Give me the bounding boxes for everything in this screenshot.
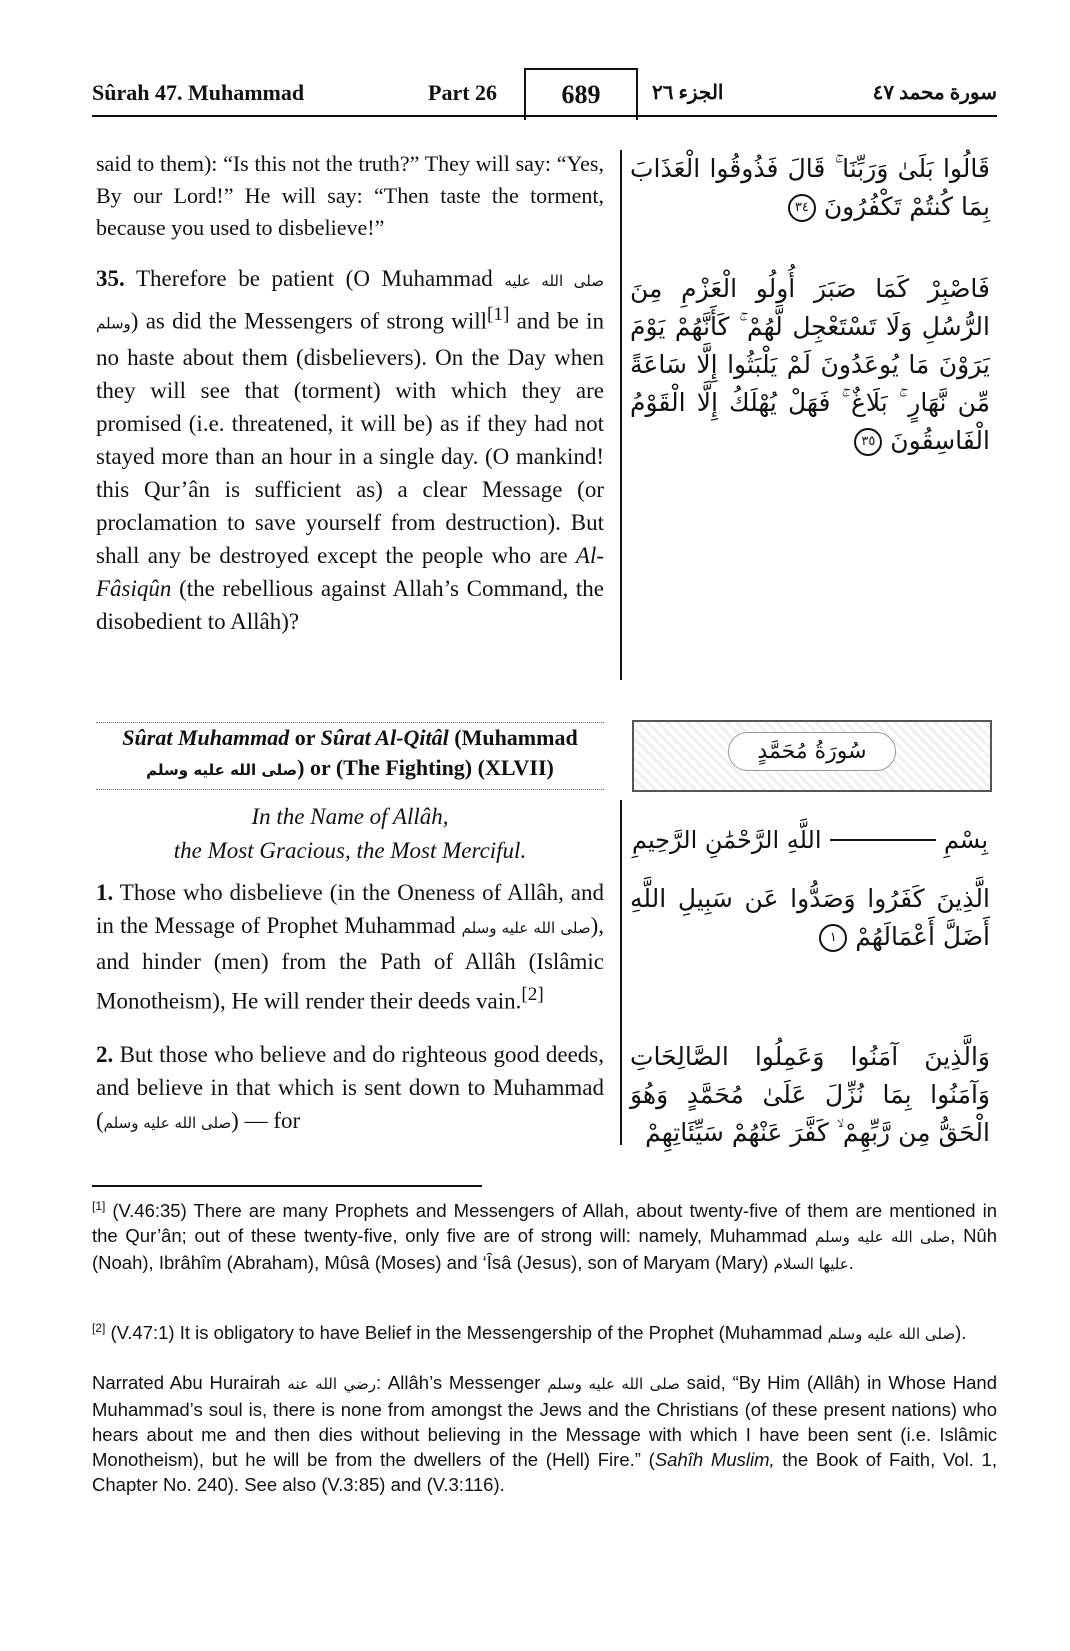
verse-34-marker: ٣٤ xyxy=(788,194,816,222)
footnote-rule xyxy=(92,1185,482,1187)
footnote-1: [1] (V.46:35) There are many Prophets and Messengers of Allah, about twenty-five of them are mentioned in the Qur’ân; out of these twenty-five, only five are of strong will: namely, Muhammad صلى الله عليه وسلم, Nûh (Noah), Ibrâhîm (Abraham), Mûsâ (Moses) and ‘Îsâ (Jesus), son of Maryam (Mary) عليها السلام. xyxy=(92,1199,998,1274)
surah-banner xyxy=(632,720,992,792)
verse-35-marker: ٣٥ xyxy=(854,428,882,456)
footnote-2: [2] (V.47:1) It is obligatory to have Belief in the Messengership of the Prophet (Muhammad صلى الله عليه وسلم). xyxy=(92,1321,967,1344)
header-rule xyxy=(92,115,997,117)
surah-title: Sûrat Muhammad or Sûrat Al-Qitâl (Muhammad صلى الله عليه وسلم) or (The Fighting) (XLVII) xyxy=(96,722,604,790)
surah-label: Sûrah 47. Muhammad xyxy=(92,80,305,105)
verse-34-arabic: قَالُوا بَلَىٰ وَرَبِّنَا ۚ قَالَ فَذُوقُوا الْعَذَابَ بِمَا كُنتُمْ تَكْفُرُونَ ٣٤ xyxy=(630,154,990,221)
verse-34-english: said to them): “Is this not the truth?” They will say: “Yes, By our Lord!” He will say: “Then taste the torment, because you used to disbelieve!” xyxy=(96,151,604,240)
bismillah-english: In the Name of Allâh, the Most Gracious, the Most Merciful. xyxy=(173,804,527,863)
footnote-ref: [2] xyxy=(521,984,544,1005)
page-number: 689 xyxy=(524,68,638,120)
column-divider xyxy=(620,150,622,680)
verse-35-arabic: فَاصْبِرْ كَمَا صَبَرَ أُولُو الْعَزْمِ مِنَ الرُّسُلِ وَلَا تَسْتَعْجِل لَّهُمْ ۚ كَأَنَّهُمْ يَوْمَ يَرَوْنَ مَا يُوعَدُونَ لَمْ يَلْبَثُوا إِلَّا سَاعَةً مِّن نَّهَارٍ ۚ بَلَاغٌ ۚ فَهَلْ يُهْلَكُ إِلَّا الْقَوْمُ الْفَاسِقُونَ ٣٥ xyxy=(630,274,990,455)
verse-2-english: 2. But those who believe and do righteous good deeds, and believe in that which is sent down to Muhammad (صلى الله عليه وسلم) — for xyxy=(96,1042,604,1133)
juz-arabic: الجزء ٢٦ xyxy=(652,82,724,104)
surah-banner-text: سُورَةُ مُحَمَّدٍ xyxy=(728,732,895,771)
verse-1-english: 1. Those who disbelieve (in the Oneness of Allâh, and in the Message of Prophet Muhammad صلى الله عليه وسلم), and hinder (men) from the Path of Allâh (Islâmic Monotheism), He will render their deeds vain.[2] xyxy=(96,880,605,1014)
footnote-ref: [1] xyxy=(487,304,510,325)
verse-2-arabic: وَالَّذِينَ آمَنُوا وَعَمِلُوا الصَّالِحَاتِ وَآمَنُوا بِمَا نُزِّلَ عَلَىٰ مُحَمَّدٍ وَهُوَ الْحَقُّ مِن رَّبِّهِمْ ۙ كَفَّرَ عَنْهُمْ سَيِّئَاتِهِمْ xyxy=(630,1042,990,1147)
bismillah-arabic: بِسْمِ اللَّهِ الرَّحْمَٰنِ الرَّحِيمِ xyxy=(632,826,988,854)
page-header xyxy=(92,62,997,112)
surah-arabic: سورة محمد ٤٧ xyxy=(872,82,997,104)
verse-1-arabic: الَّذِينَ كَفَرُوا وَصَدُّوا عَن سَبِيلِ اللَّهِ أَضَلَّ أَعْمَالَهُمْ ١ xyxy=(630,884,990,951)
verse-1-marker: ١ xyxy=(819,924,847,952)
verse-35-english: 35. Therefore be patient (O Muhammad صلى الله عليه وسلم) as did the Messengers of strong will[1] and be in no haste about them (disbelievers). On the Day when they will see that (torment) with which they are promised (i.e. threatened, it will be) as if they had not stayed more than an hour in a single day. (O mankind! this Qur’ân is sufficient as) a clear Message (or proclamation to save yourself from destruction). But shall any be destroyed except the people who are Al-Fâsiqûn (the rebellious against Allah’s Command, the disobedient to Allâh)? xyxy=(96,266,605,634)
part-label: Part 26 xyxy=(428,80,498,105)
footnote-narration: Narrated Abu Hurairah رضي الله عنه: Allâh’s Messenger صلى الله عليه وسلم said, “By Him (Allâh) in Whose Hand Muhammad’s soul is, there is none from amongst the Jews and the Christians (of these present nations) who hears about me and then dies without believing in the Message with which I have been sent (i.e. Islâmic Monotheism), but he will be from the dwellers of the (Hell) Fire.” (Sahîh Muslim, the Book of Faith, Vol. 1, Chapter No. 240). See also (V.3:85) and (V.3:116). xyxy=(92,1372,997,1495)
column-divider xyxy=(620,800,622,1145)
